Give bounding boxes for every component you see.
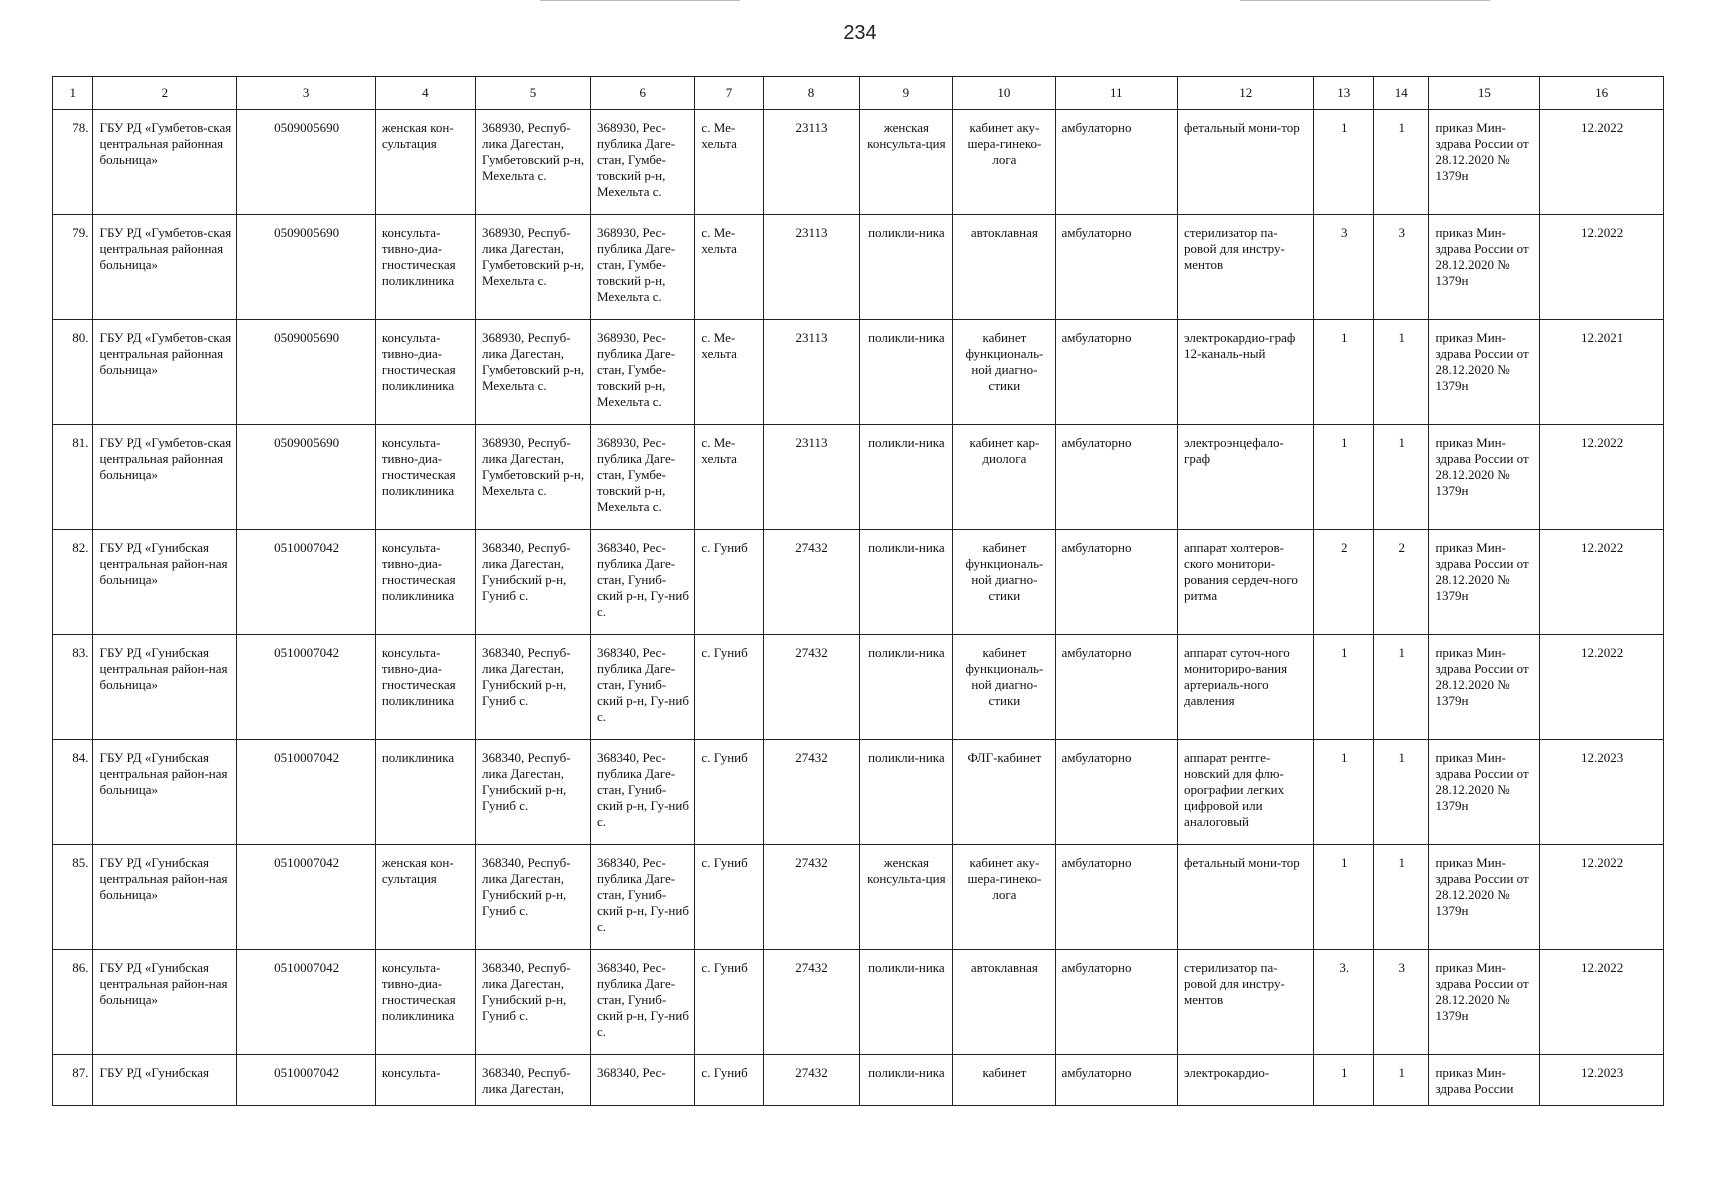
care-mode-cell: амбулаторно xyxy=(1055,635,1178,740)
oktmo-cell: 27432 xyxy=(763,950,859,1055)
quantity-planned-cell: 1 xyxy=(1374,320,1429,425)
oktmo-cell: 23113 xyxy=(763,215,859,320)
organization-cell: ГБУ РД «Гумбетов-ская центральная районная больница» xyxy=(93,320,237,425)
table-row xyxy=(53,320,1664,425)
equipment-name-cell: электрокардио-граф 12-каналь-ный xyxy=(1178,320,1314,425)
column-number-cell: 9 xyxy=(859,77,953,110)
quantity-required-cell: 3. xyxy=(1314,950,1374,1055)
care-mode-cell: амбулаторно xyxy=(1055,425,1178,530)
care-mode-cell: амбулаторно xyxy=(1055,950,1178,1055)
legal-basis-cell: приказ Мин-здрава России от 28.12.2020 № 1379н xyxy=(1429,530,1540,635)
equipment-name-cell: фетальный мони-тор xyxy=(1178,110,1314,215)
legal-address-cell: 368930, Респуб-лика Дагестан, Гумбетовский р-н, Мехельта с. xyxy=(475,425,590,530)
division-cell: поликли-ника xyxy=(859,1055,953,1106)
equipment-name-cell: аппарат рентге-новский для флю-орографии легких цифровой или аналоговый xyxy=(1178,740,1314,845)
equipment-name-cell: фетальный мони-тор xyxy=(1178,845,1314,950)
unit-type-cell: женская кон-сультация xyxy=(375,110,475,215)
quantity-required-cell: 1 xyxy=(1314,635,1374,740)
division-cell: поликли-ника xyxy=(859,740,953,845)
actual-address-cell: 368930, Рес-публика Даге-стан, Гумбе-товский р-н, Мехельта с. xyxy=(591,320,695,425)
unit-type-cell: консульта-тивно-диа-гностическая поликлиника xyxy=(375,530,475,635)
legal-address-cell: 368340, Респуб-лика Дагестан, Гунибский р-н, Гуниб с. xyxy=(475,845,590,950)
date-cell: 12.2023 xyxy=(1540,1055,1664,1106)
code-cell: 0510007042 xyxy=(237,845,376,950)
quantity-required-cell: 1 xyxy=(1314,1055,1374,1106)
equipment-name-cell: стерилизатор па-ровой для инстру-ментов xyxy=(1178,215,1314,320)
row-number-cell: 78. xyxy=(53,110,93,215)
legal-address-cell: 368340, Респуб-лика Дагестан, Гунибский р-н, Гуниб с. xyxy=(475,530,590,635)
table-row xyxy=(53,215,1664,320)
column-number-cell: 7 xyxy=(695,77,763,110)
actual-address-cell: 368340, Рес-публика Даге-стан, Гуниб-ский р-н, Гу-ниб с. xyxy=(591,740,695,845)
division-cell: поликли-ника xyxy=(859,425,953,530)
room-cell: ФЛГ-кабинет xyxy=(953,740,1055,845)
table-row xyxy=(53,425,1664,530)
page-number: 234 xyxy=(843,22,877,44)
quantity-required-cell: 2 xyxy=(1314,530,1374,635)
actual-address-cell: 368340, Рес-публика Даге-стан, Гуниб-ский р-н, Гу-ниб с. xyxy=(591,950,695,1055)
locality-cell: с. Гуниб xyxy=(695,1055,763,1106)
oktmo-cell: 27432 xyxy=(763,530,859,635)
room-cell: кабинет функциональ-ной диагно-стики xyxy=(953,635,1055,740)
column-number-cell: 1 xyxy=(53,77,93,110)
care-mode-cell: амбулаторно xyxy=(1055,530,1178,635)
column-number-cell: 2 xyxy=(93,77,237,110)
organization-cell: ГБУ РД «Гунибская xyxy=(93,1055,237,1106)
code-cell: 0509005690 xyxy=(237,320,376,425)
legal-address-cell: 368930, Респуб-лика Дагестан, Гумбетовский р-н, Мехельта с. xyxy=(475,110,590,215)
care-mode-cell: амбулаторно xyxy=(1055,320,1178,425)
legal-address-cell: 368340, Респуб-лика Дагестан, Гунибский р-н, Гуниб с. xyxy=(475,635,590,740)
organization-cell: ГБУ РД «Гумбетов-ская центральная районная больница» xyxy=(93,215,237,320)
locality-cell: с. Ме-хельта xyxy=(695,425,763,530)
equipment-name-cell: электроэнцефало-граф xyxy=(1178,425,1314,530)
row-number-cell: 81. xyxy=(53,425,93,530)
column-number-cell: 8 xyxy=(763,77,859,110)
actual-address-cell: 368340, Рес- xyxy=(591,1055,695,1106)
quantity-required-cell: 1 xyxy=(1314,740,1374,845)
legal-basis-cell: приказ Мин-здрава России от 28.12.2020 № 1379н xyxy=(1429,740,1540,845)
date-cell: 12.2022 xyxy=(1540,530,1664,635)
locality-cell: с. Гуниб xyxy=(695,740,763,845)
code-cell: 0509005690 xyxy=(237,425,376,530)
date-cell: 12.2023 xyxy=(1540,740,1664,845)
division-cell: поликли-ника xyxy=(859,320,953,425)
equipment-register-table xyxy=(52,76,1664,1106)
quantity-required-cell: 1 xyxy=(1314,110,1374,215)
actual-address-cell: 368340, Рес-публика Даге-стан, Гуниб-ский р-н, Гу-ниб с. xyxy=(591,635,695,740)
quantity-planned-cell: 1 xyxy=(1374,1055,1429,1106)
column-number-cell: 11 xyxy=(1055,77,1178,110)
locality-cell: с. Ме-хельта xyxy=(695,215,763,320)
room-cell: кабинет аку-шера-гинеко-лога xyxy=(953,845,1055,950)
oktmo-cell: 27432 xyxy=(763,845,859,950)
room-cell: кабинет xyxy=(953,1055,1055,1106)
legal-address-cell: 368930, Респуб-лика Дагестан, Гумбетовский р-н, Мехельта с. xyxy=(475,320,590,425)
equipment-name-cell: стерилизатор па-ровой для инстру-ментов xyxy=(1178,950,1314,1055)
column-number-cell: 5 xyxy=(475,77,590,110)
care-mode-cell: амбулаторно xyxy=(1055,110,1178,215)
equipment-name-cell: аппарат суточ-ного мониториро-вания артериаль-ного давления xyxy=(1178,635,1314,740)
locality-cell: с. Гуниб xyxy=(695,635,763,740)
legal-basis-cell: приказ Мин-здрава России от 28.12.2020 № 1379н xyxy=(1429,320,1540,425)
column-number-header-row xyxy=(53,77,1664,110)
room-cell: автоклавная xyxy=(953,950,1055,1055)
legal-basis-cell: приказ Мин-здрава России от 28.12.2020 № 1379н xyxy=(1429,425,1540,530)
date-cell: 12.2022 xyxy=(1540,110,1664,215)
actual-address-cell: 368930, Рес-публика Даге-стан, Гумбе-товский р-н, Мехельта с. xyxy=(591,425,695,530)
row-number-cell: 84. xyxy=(53,740,93,845)
quantity-planned-cell: 1 xyxy=(1374,110,1429,215)
organization-cell: ГБУ РД «Гунибская центральная район-ная больница» xyxy=(93,845,237,950)
actual-address-cell: 368930, Рес-публика Даге-стан, Гумбе-товский р-н, Мехельта с. xyxy=(591,110,695,215)
table-row xyxy=(53,635,1664,740)
oktmo-cell: 23113 xyxy=(763,320,859,425)
legal-address-cell: 368340, Респуб-лика Дагестан, xyxy=(475,1055,590,1106)
room-cell: кабинет функциональ-ной диагно-стики xyxy=(953,320,1055,425)
unit-type-cell: консульта-тивно-диа-гностическая поликлиника xyxy=(375,215,475,320)
quantity-required-cell: 1 xyxy=(1314,845,1374,950)
row-number-cell: 87. xyxy=(53,1055,93,1106)
legal-basis-cell: приказ Мин-здрава России xyxy=(1429,1055,1540,1106)
quantity-planned-cell: 3 xyxy=(1374,950,1429,1055)
row-number-cell: 83. xyxy=(53,635,93,740)
scan-top-rule xyxy=(1240,0,1490,1)
table-row xyxy=(53,530,1664,635)
room-cell: кабинет аку-шера-гинеко-лога xyxy=(953,110,1055,215)
quantity-planned-cell: 3 xyxy=(1374,215,1429,320)
locality-cell: с. Гуниб xyxy=(695,845,763,950)
row-number-cell: 85. xyxy=(53,845,93,950)
quantity-required-cell: 1 xyxy=(1314,425,1374,530)
table-row xyxy=(53,740,1664,845)
date-cell: 12.2022 xyxy=(1540,635,1664,740)
oktmo-cell: 23113 xyxy=(763,110,859,215)
quantity-planned-cell: 2 xyxy=(1374,530,1429,635)
scan-top-rule xyxy=(540,0,740,1)
actual-address-cell: 368340, Рес-публика Даге-стан, Гуниб-ский р-н, Гу-ниб с. xyxy=(591,845,695,950)
division-cell: поликли-ника xyxy=(859,950,953,1055)
room-cell: кабинет кар-диолога xyxy=(953,425,1055,530)
care-mode-cell: амбулаторно xyxy=(1055,1055,1178,1106)
locality-cell: с. Гуниб xyxy=(695,530,763,635)
unit-type-cell: консульта-тивно-диа-гностическая поликлиника xyxy=(375,320,475,425)
code-cell: 0510007042 xyxy=(237,530,376,635)
legal-address-cell: 368340, Респуб-лика Дагестан, Гунибский р-н, Гуниб с. xyxy=(475,740,590,845)
date-cell: 12.2022 xyxy=(1540,425,1664,530)
unit-type-cell: консульта-тивно-диа-гностическая поликлиника xyxy=(375,425,475,530)
column-number-cell: 4 xyxy=(375,77,475,110)
code-cell: 0509005690 xyxy=(237,110,376,215)
actual-address-cell: 368930, Рес-публика Даге-стан, Гумбе-товский р-н, Мехельта с. xyxy=(591,215,695,320)
care-mode-cell: амбулаторно xyxy=(1055,740,1178,845)
column-number-cell: 13 xyxy=(1314,77,1374,110)
quantity-planned-cell: 1 xyxy=(1374,425,1429,530)
organization-cell: ГБУ РД «Гунибская центральная район-ная больница» xyxy=(93,950,237,1055)
locality-cell: с. Ме-хельта xyxy=(695,110,763,215)
locality-cell: с. Гуниб xyxy=(695,950,763,1055)
column-number-cell: 15 xyxy=(1429,77,1540,110)
unit-type-cell: женская кон-сультация xyxy=(375,845,475,950)
oktmo-cell: 23113 xyxy=(763,425,859,530)
date-cell: 12.2022 xyxy=(1540,950,1664,1055)
row-number-cell: 80. xyxy=(53,320,93,425)
organization-cell: ГБУ РД «Гунибская центральная район-ная больница» xyxy=(93,635,237,740)
organization-cell: ГБУ РД «Гумбетов-ская центральная районная больница» xyxy=(93,425,237,530)
table-row xyxy=(53,110,1664,215)
quantity-required-cell: 3 xyxy=(1314,215,1374,320)
organization-cell: ГБУ РД «Гунибская центральная район-ная больница» xyxy=(93,740,237,845)
legal-address-cell: 368340, Респуб-лика Дагестан, Гунибский р-н, Гуниб с. xyxy=(475,950,590,1055)
quantity-planned-cell: 1 xyxy=(1374,635,1429,740)
locality-cell: с. Ме-хельта xyxy=(695,320,763,425)
division-cell: женская консульта-ция xyxy=(859,110,953,215)
unit-type-cell: консульта-тивно-диа-гностическая поликлиника xyxy=(375,950,475,1055)
legal-basis-cell: приказ Мин-здрава России от 28.12.2020 № 1379н xyxy=(1429,110,1540,215)
legal-basis-cell: приказ Мин-здрава России от 28.12.2020 № 1379н xyxy=(1429,215,1540,320)
row-number-cell: 86. xyxy=(53,950,93,1055)
unit-type-cell: консульта- xyxy=(375,1055,475,1106)
division-cell: поликли-ника xyxy=(859,215,953,320)
quantity-planned-cell: 1 xyxy=(1374,740,1429,845)
division-cell: поликли-ника xyxy=(859,635,953,740)
room-cell: кабинет функциональ-ной диагно-стики xyxy=(953,530,1055,635)
code-cell: 0510007042 xyxy=(237,950,376,1055)
row-number-cell: 79. xyxy=(53,215,93,320)
unit-type-cell: поликлиника xyxy=(375,740,475,845)
legal-basis-cell: приказ Мин-здрава России от 28.12.2020 № 1379н xyxy=(1429,845,1540,950)
date-cell: 12.2022 xyxy=(1540,845,1664,950)
division-cell: поликли-ника xyxy=(859,530,953,635)
column-number-cell: 10 xyxy=(953,77,1055,110)
legal-basis-cell: приказ Мин-здрава России от 28.12.2020 № 1379н xyxy=(1429,635,1540,740)
column-number-cell: 3 xyxy=(237,77,376,110)
code-cell: 0510007042 xyxy=(237,1055,376,1106)
date-cell: 12.2021 xyxy=(1540,320,1664,425)
quantity-required-cell: 1 xyxy=(1314,320,1374,425)
date-cell: 12.2022 xyxy=(1540,215,1664,320)
column-number-cell: 14 xyxy=(1374,77,1429,110)
table-row xyxy=(53,950,1664,1055)
table-row xyxy=(53,845,1664,950)
organization-cell: ГБУ РД «Гунибская центральная район-ная больница» xyxy=(93,530,237,635)
organization-cell: ГБУ РД «Гумбетов-ская центральная районная больница» xyxy=(93,110,237,215)
table-body xyxy=(53,77,1664,1106)
column-number-cell: 16 xyxy=(1540,77,1664,110)
equipment-name-cell: аппарат холтеров-ского монитори-рования сердеч-ного ритма xyxy=(1178,530,1314,635)
table-row xyxy=(53,1055,1664,1106)
care-mode-cell: амбулаторно xyxy=(1055,215,1178,320)
row-number-cell: 82. xyxy=(53,530,93,635)
legal-basis-cell: приказ Мин-здрава России от 28.12.2020 № 1379н xyxy=(1429,950,1540,1055)
column-number-cell: 12 xyxy=(1178,77,1314,110)
oktmo-cell: 27432 xyxy=(763,740,859,845)
code-cell: 0509005690 xyxy=(237,215,376,320)
actual-address-cell: 368340, Рес-публика Даге-стан, Гуниб-ский р-н, Гу-ниб с. xyxy=(591,530,695,635)
quantity-planned-cell: 1 xyxy=(1374,845,1429,950)
oktmo-cell: 27432 xyxy=(763,1055,859,1106)
column-number-cell: 6 xyxy=(591,77,695,110)
code-cell: 0510007042 xyxy=(237,740,376,845)
care-mode-cell: амбулаторно xyxy=(1055,845,1178,950)
room-cell: автоклавная xyxy=(953,215,1055,320)
oktmo-cell: 27432 xyxy=(763,635,859,740)
code-cell: 0510007042 xyxy=(237,635,376,740)
unit-type-cell: консульта-тивно-диа-гностическая поликлиника xyxy=(375,635,475,740)
division-cell: женская консульта-ция xyxy=(859,845,953,950)
equipment-name-cell: электрокардио- xyxy=(1178,1055,1314,1106)
legal-address-cell: 368930, Респуб-лика Дагестан, Гумбетовский р-н, Мехельта с. xyxy=(475,215,590,320)
